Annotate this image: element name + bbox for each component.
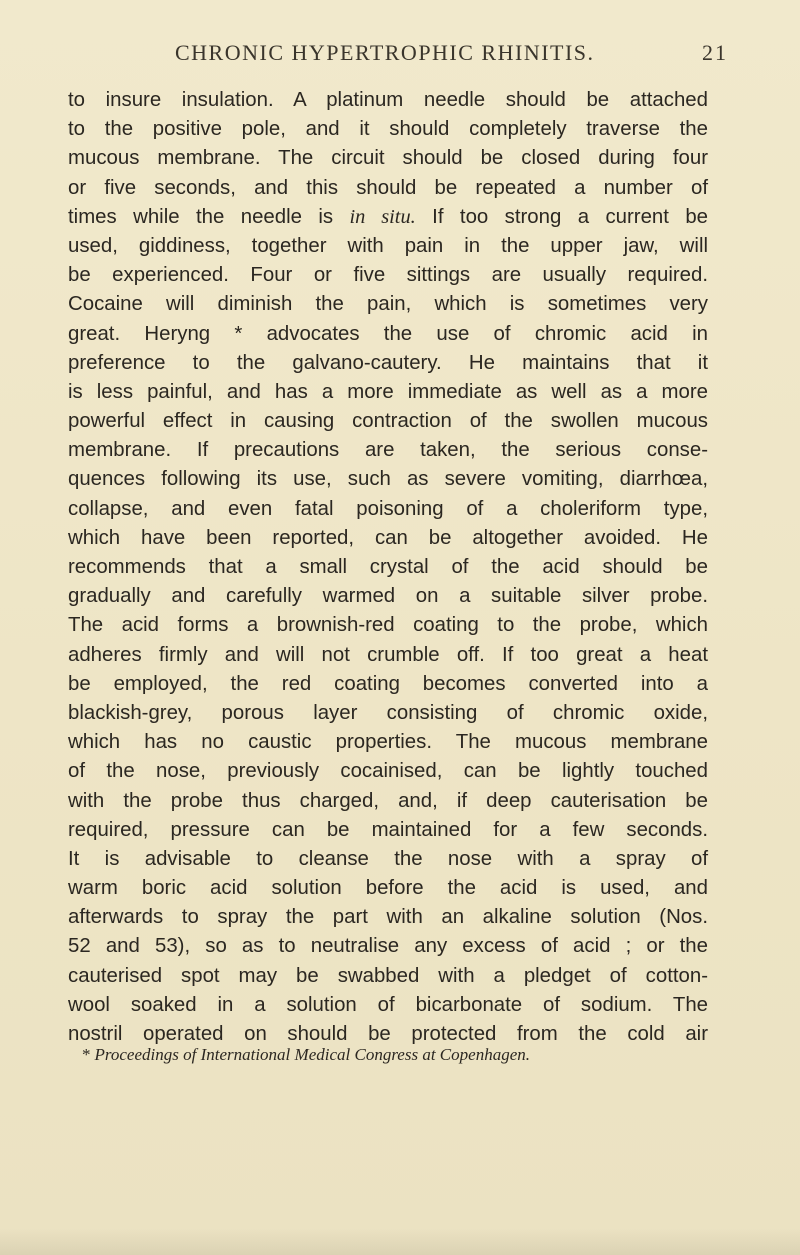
- italic-phrase: in situ.: [349, 205, 416, 228]
- text-line: recommends that a small crystal of the acid should be: [68, 556, 708, 578]
- text-line: afterwards to spray the part with an alkaline solution (Nos.: [68, 906, 708, 929]
- text-line: be experienced. Four or five sittings are usually required.: [68, 264, 708, 287]
- text-line: gradually and carefully warmed on a suitable silver probe.: [68, 585, 708, 608]
- text-line: warm boric acid solution before the acid is used, and: [68, 877, 708, 900]
- text-fragment: times while the needle is: [68, 205, 350, 228]
- text-line: used, giddiness, together with pain in the upper jaw, will: [68, 234, 708, 257]
- text-line: is less painful, and has a more immediate as well as a more: [68, 380, 708, 403]
- text-line: mucous membrane. The circuit should be closed during four: [68, 147, 708, 170]
- text-fragment: If too strong a current be: [415, 205, 709, 228]
- text-line: 52 and 53), so as to neutralise any excess of acid ; or the: [68, 935, 708, 958]
- text-line: [68, 203, 708, 232]
- text-line: to the positive pole, and it should completely traverse the: [68, 118, 708, 141]
- text-line: Cocaine will diminish the pain, which is sometimes very: [68, 293, 708, 316]
- text-line: quences following its use, such as severe vomiting, diarrhœa,: [68, 468, 708, 491]
- text-line: which have been reported, can be altogether avoided. He: [68, 526, 708, 549]
- text-line: membrane. If precautions are taken, the serious conse-: [68, 439, 708, 462]
- text-line: nostril operated on should be protected from the cold air: [68, 1023, 708, 1045]
- body-text: [68, 86, 708, 1049]
- text-line: great. Heryng * advocates the use of chromic acid in: [68, 322, 708, 345]
- text-line: It is advisable to cleanse the nose with a spray of: [68, 847, 708, 870]
- page-edge-shadow: [0, 1228, 800, 1255]
- page-header: [0, 40, 800, 70]
- text-line: which has no caustic properties. The mucous membrane: [68, 731, 708, 754]
- footnote-text: Proceedings of International Medical Congress at Copenhagen.: [94, 1045, 530, 1065]
- text-line: with the probe thus charged, and, if deep cauterisation be: [68, 789, 708, 812]
- text-line: powerful effect in causing contraction of the swollen mucous: [68, 410, 708, 433]
- text-line: preference to the galvano-cautery. He maintains that it: [68, 351, 708, 374]
- text-line: required, pressure can be maintained for a few seconds.: [68, 818, 708, 841]
- text-line: to insure insulation. A platinum needle should be attached: [68, 89, 708, 111]
- text-line: blackish-grey, porous layer consisting of chromic oxide,: [68, 701, 708, 724]
- running-title: CHRONIC HYPERTROPHIC RHINITIS.: [175, 40, 595, 65]
- footnote-mark: *: [82, 1045, 91, 1065]
- text-line: wool soaked in a solution of bicarbonate of sodium. The: [68, 993, 708, 1016]
- text-line: adheres firmly and will not crumble off. If too great a heat: [68, 643, 708, 666]
- text-line: cauterised spot may be swabbed with a pledget of cotton-: [68, 964, 708, 987]
- text-line: be employed, the red coating becomes converted into a: [68, 672, 708, 695]
- text-line: collapse, and even fatal poisoning of a choleriform type,: [68, 497, 708, 520]
- page-number: 21: [702, 40, 728, 65]
- text-line: The acid forms a brownish-red coating to the probe, which: [68, 614, 708, 637]
- text-line: or five seconds, and this should be repeated a number of: [68, 176, 708, 199]
- footnote: [82, 1045, 722, 1065]
- text-line: of the nose, previously cocainised, can be lightly touched: [68, 760, 708, 783]
